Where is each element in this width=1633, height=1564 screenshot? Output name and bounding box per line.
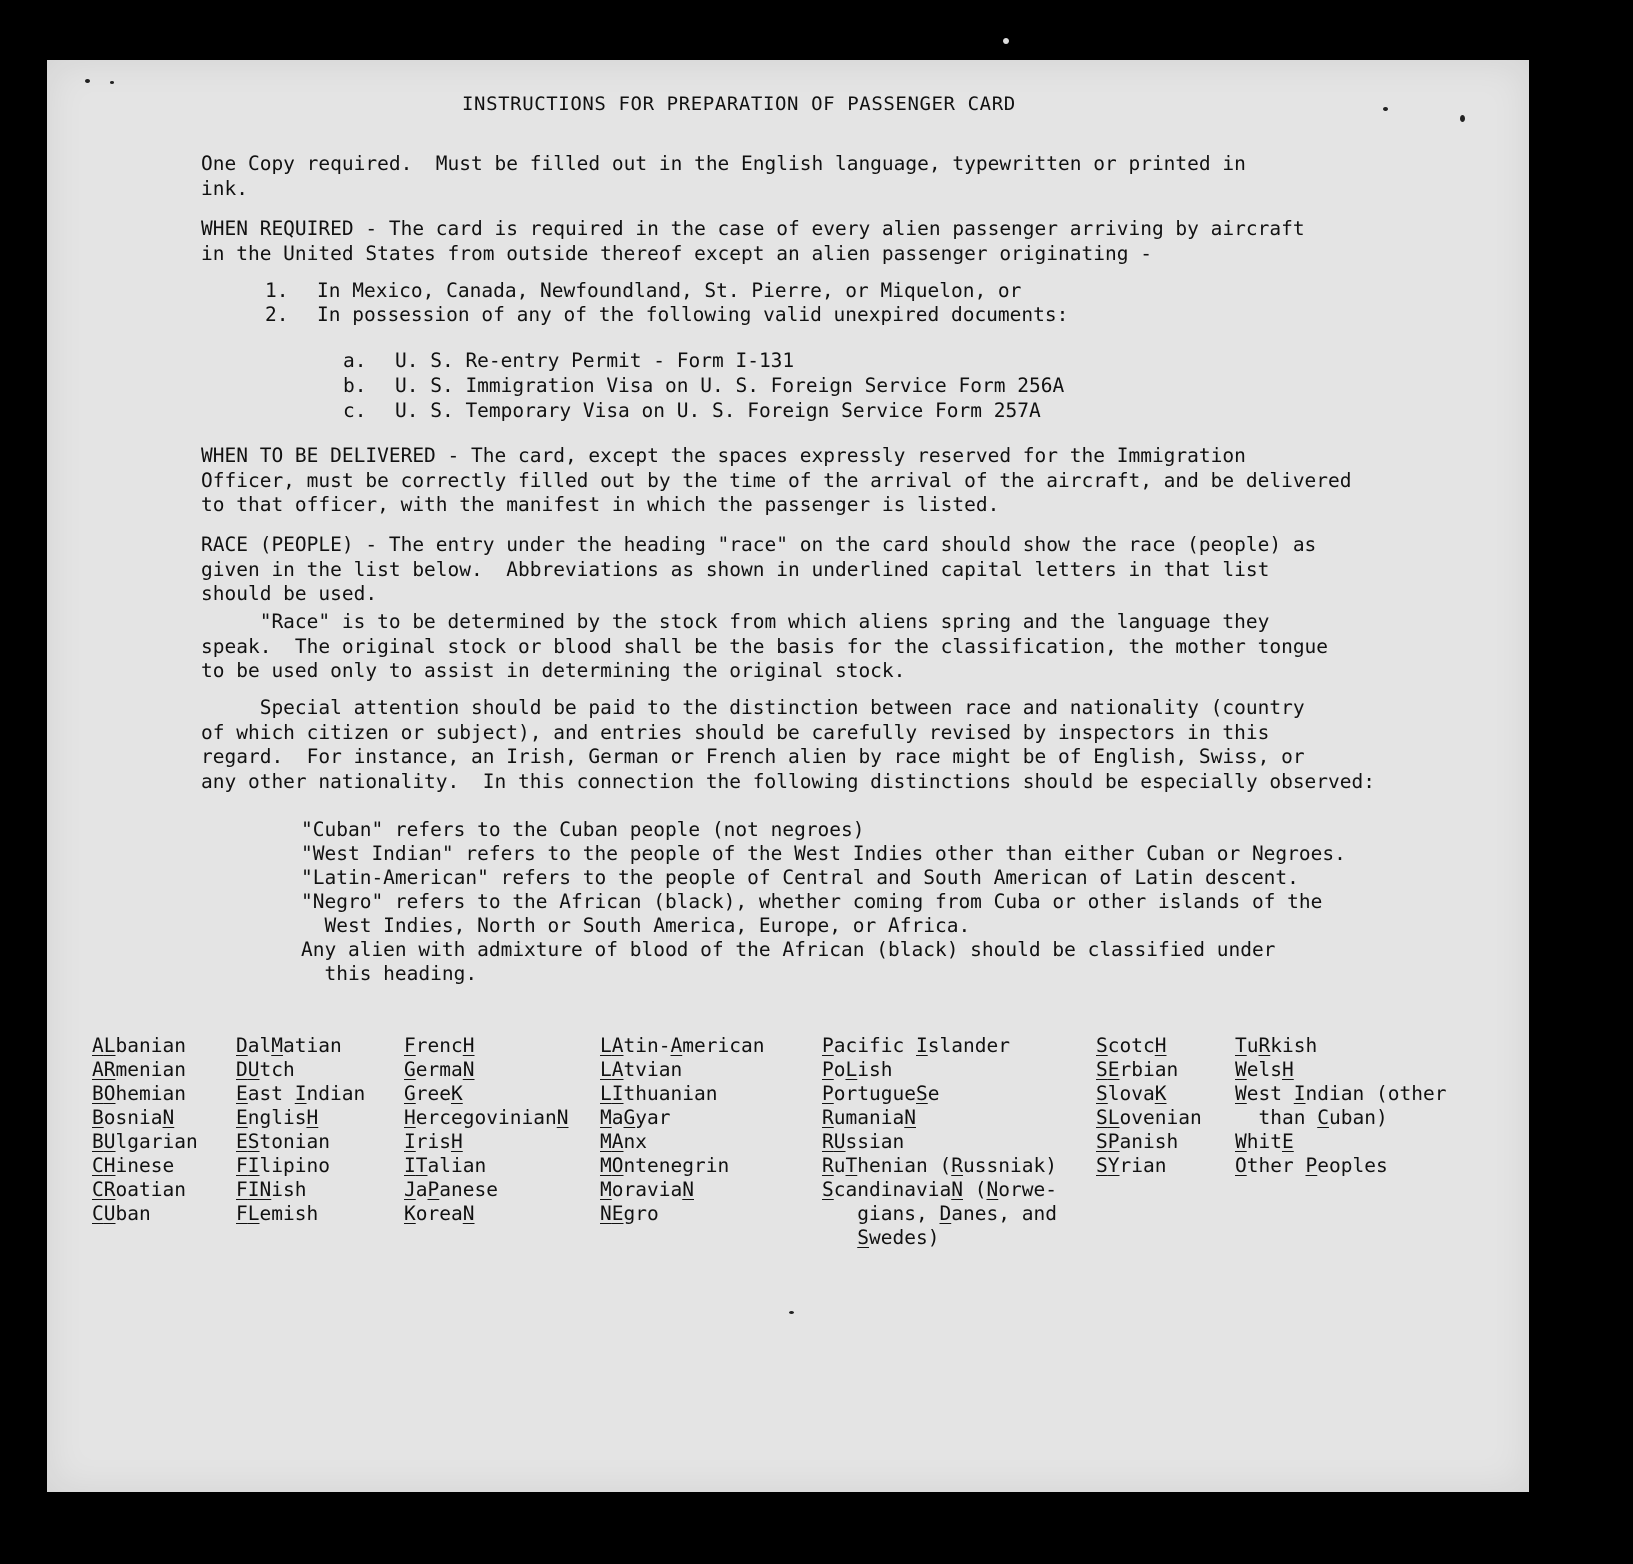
race-entry: CHinese xyxy=(92,1154,175,1177)
race-column-2 xyxy=(236,1034,365,1226)
race-entry: ITalian xyxy=(404,1154,487,1177)
ink-speck xyxy=(1383,107,1388,111)
race-entry: PortugueSe xyxy=(822,1082,940,1105)
race-entry: SYrian xyxy=(1096,1154,1167,1177)
race-entry: WhitE xyxy=(1235,1130,1294,1153)
race-entry: RumaniaN xyxy=(822,1106,916,1129)
race-entry: BOhemian xyxy=(92,1082,186,1105)
race-entry: FIlipino xyxy=(236,1154,330,1177)
race-entry: LIthuanian xyxy=(600,1082,718,1105)
special-attention-paragraph: Special attention should be paid to the distinction between race and nationality (country of which citizen or subject), and entries should be carefully revised by inspectors in this regard. For instance, an Irish, German or French alien by race might be of English, Swiss, or any other nationality. In this connection the following distinctions should be especially observed: xyxy=(201,696,1375,793)
race-column-3 xyxy=(404,1034,569,1226)
race-column-7 xyxy=(1235,1034,1447,1178)
race-entry: SlovaK xyxy=(1096,1082,1167,1105)
race-entry: CRoatian xyxy=(92,1178,186,1201)
race-entry: LAtvian xyxy=(600,1058,683,1081)
race-stock-paragraph: "Race" is to be determined by the stock from which aliens spring and the language they speak. The original stock or blood shall be the basis for the classification, the mother tongue to be used only to assist in determining the original stock. xyxy=(201,610,1329,682)
race-entry: East Indian xyxy=(236,1082,366,1105)
exception-1-text: In Mexico, Canada, Newfoundland, St. Pierre, or Miquelon, or xyxy=(317,279,1022,302)
race-entry: MAnx xyxy=(600,1130,647,1153)
ink-speck xyxy=(85,79,90,83)
race-entry: gians, Danes, and xyxy=(857,1202,1057,1225)
race-entry: SLovenian xyxy=(1096,1106,1202,1129)
race-people-paragraph: RACE (PEOPLE) - The entry under the heading "race" on the card should show the race (people) as given in the list below. Abbreviations as shown in underlined capital letters in that list should be used. xyxy=(201,533,1317,605)
ink-speck xyxy=(1003,38,1009,44)
ink-speck xyxy=(110,81,114,84)
race-entry: WelsH xyxy=(1235,1058,1294,1081)
race-entry: CUban xyxy=(92,1202,151,1225)
race-entry: RuThenian (Russniak) xyxy=(822,1154,1057,1177)
document-a-text: U. S. Re-entry Permit - Form I-131 xyxy=(395,349,795,372)
race-entry: FINish xyxy=(236,1178,307,1201)
exception-1-number: 1. xyxy=(265,279,289,302)
race-entry: ScotcH xyxy=(1096,1034,1167,1057)
race-entry: FrencH xyxy=(404,1034,475,1057)
when-delivered-paragraph: WHEN TO BE DELIVERED - The card, except the spaces expressly reserved for the Immigration Officer, must be correctly filled out by the time of the arrival of the aircraft, and be delivered to that officer, with the manifest in which the passenger is listed. xyxy=(201,444,1352,516)
race-column-1 xyxy=(92,1034,198,1226)
race-entry: BUlgarian xyxy=(92,1130,198,1153)
race-column-4 xyxy=(600,1034,765,1226)
ink-speck xyxy=(789,1311,794,1314)
race-entry: Pacific Islander xyxy=(822,1034,1010,1057)
when-required-paragraph: WHEN REQUIRED - The card is required in the case of every alien passenger arriving by aircraft in the United States from outside thereof except an alien passenger originating - xyxy=(201,217,1305,265)
document-a-letter: a. xyxy=(343,349,367,372)
exception-2-text: In possession of any of the following valid unexpired documents: xyxy=(317,303,1069,326)
race-entry: MaGyar xyxy=(600,1106,671,1129)
intro-paragraph: One Copy required. Must be filled out in the English language, typewritten or printed in ink. xyxy=(201,152,1246,200)
race-entry: West Indian (other xyxy=(1235,1082,1447,1105)
race-entry: HercegovinianN xyxy=(404,1106,569,1129)
race-entry: ARmenian xyxy=(92,1058,186,1081)
race-entry: MOntenegrin xyxy=(600,1154,730,1177)
race-entry: SPanish xyxy=(1096,1130,1179,1153)
race-entry: Other Peoples xyxy=(1235,1154,1388,1177)
race-column-5 xyxy=(822,1034,1057,1250)
race-entry: MoraviaN xyxy=(600,1178,694,1201)
page-title: INSTRUCTIONS FOR PREPARATION OF PASSENGER CARD xyxy=(462,93,1016,115)
race-entry: KoreaN xyxy=(404,1202,475,1225)
document-b-letter: b. xyxy=(343,374,367,397)
race-entry: Swedes) xyxy=(857,1226,940,1249)
race-entry: GermaN xyxy=(404,1058,475,1081)
race-entry: than Cuban) xyxy=(1258,1106,1388,1129)
race-entry: SErbian xyxy=(1096,1058,1179,1081)
race-entry: ALbanian xyxy=(92,1034,186,1057)
race-entry: EStonian xyxy=(236,1130,330,1153)
race-entry: ScandinaviaN (Norwe- xyxy=(822,1178,1057,1201)
exception-2-number: 2. xyxy=(265,303,289,326)
race-entry: RUssian xyxy=(822,1130,905,1153)
document-c-letter: c. xyxy=(343,399,367,422)
race-entry: GreeK xyxy=(404,1082,463,1105)
document-c-text: U. S. Temporary Visa on U. S. Foreign Service Form 257A xyxy=(395,399,1041,422)
document-page xyxy=(47,60,1529,1492)
race-entry: BosniaN xyxy=(92,1106,175,1129)
race-entry: FLemish xyxy=(236,1202,319,1225)
document-b-text: U. S. Immigration Visa on U. S. Foreign Service Form 256A xyxy=(395,374,1065,397)
race-entry: EnglisH xyxy=(236,1106,319,1129)
race-entry: LAtin-American xyxy=(600,1034,765,1057)
race-entry: DalMatian xyxy=(236,1034,342,1057)
race-entry: NEgro xyxy=(600,1202,659,1225)
race-entry: TuRkish xyxy=(1235,1034,1318,1057)
distinctions-list: "Cuban" refers to the Cuban people (not negroes) "West Indian" refers to the people of the West Indies other than either Cuban or Negroes. "Latin-American" refers to the people of Central and South American of Latin descent. "Negro" refers to the African (black), whether coming from Cuba or other islands of the West Indies, North or South America, Europe, or Africa. Any alien with admixture of blood of the African (black) should be classified under this heading. xyxy=(301,818,1346,985)
ink-speck xyxy=(1460,115,1465,122)
race-entry: IrisH xyxy=(404,1130,463,1153)
race-column-6 xyxy=(1096,1034,1202,1178)
race-entry: JaPanese xyxy=(404,1178,498,1201)
race-entry: DUtch xyxy=(236,1058,295,1081)
race-entry: PoLish xyxy=(822,1058,893,1081)
